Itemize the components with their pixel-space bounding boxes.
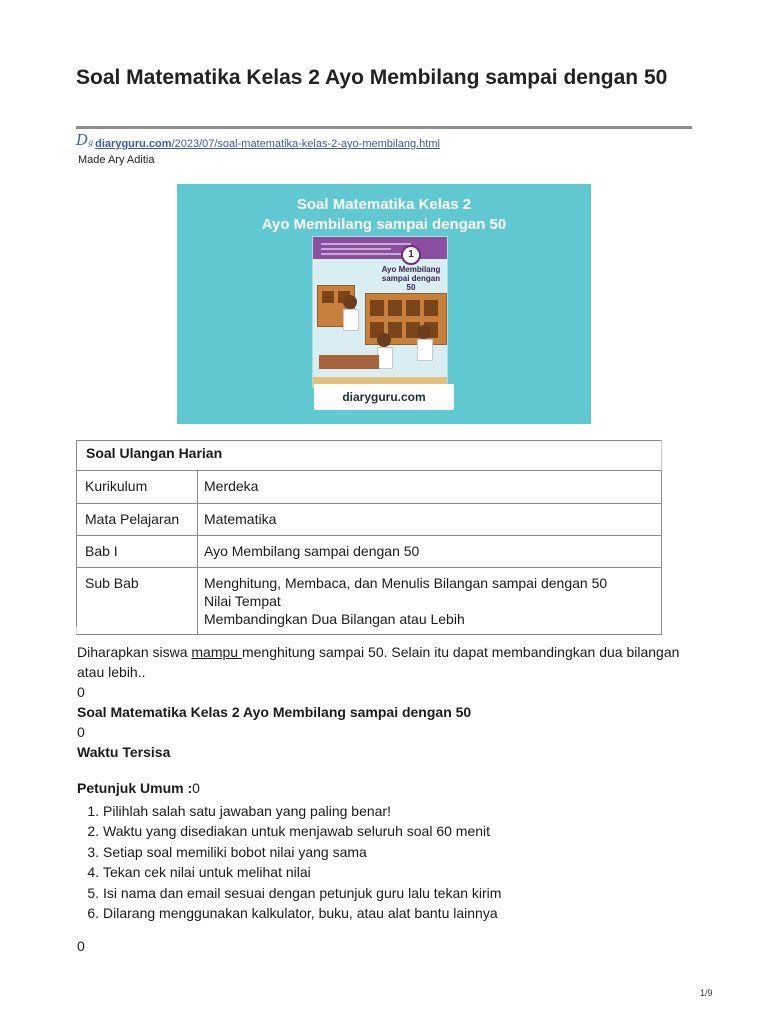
list-item: 4. Tekan cek nilai untuk melihat nilai (87, 864, 311, 881)
page-indicator: 1/9 (700, 988, 713, 998)
book-chapter-number: 1 (401, 245, 421, 265)
intro-paragraph: Diharapkan siswa mampu menghitung sampai 50. Selain itu dapat membandingkan dua bilangan atau lebih.. (77, 644, 680, 680)
textbook-cover (312, 236, 448, 388)
site-logo-icon: Dg (76, 131, 94, 149)
list-item: 3. Setiap soal memiliki bobot nilai yang sama (87, 843, 367, 860)
hero-title-line2: Ayo Membilang sampai dengan 50 (261, 216, 507, 233)
info-table (76, 440, 662, 635)
counter: 0 (77, 724, 85, 740)
source-link[interactable]: diaryguru.com/2023/07/soal-matematika-kelas-2-ayo-membilang.html (95, 138, 440, 150)
table-row: Kurikulum Merdeka (76, 471, 662, 504)
counter: 0 (77, 684, 85, 700)
hero-title-line1: Soal Matematika Kelas 2 (296, 196, 472, 213)
table-row: Mata Pelajaran Matematika (76, 504, 662, 536)
student-illustration (343, 295, 357, 309)
hero-brand-label: diaryguru.com (314, 384, 454, 410)
timer-label: Waktu Tersisa (77, 744, 171, 760)
instructions-list (77, 801, 501, 923)
underlined-word: mampu (191, 644, 242, 660)
book-cover-title: Ayo Membilang sampai dengan 50 (381, 265, 441, 292)
instructions-heading: Petunjuk Umum :0 (77, 780, 200, 796)
list-item: 6. Dilarang menggunakan kalkulator, buku, atau alat bantu lainnya (87, 904, 498, 921)
article-title: Soal Matematika Kelas 2 Ayo Membilang sampai dengan 50 (76, 66, 668, 89)
source-line (76, 133, 440, 150)
title-divider (76, 126, 692, 129)
list-item: 5. Isi nama dan email sesuai dengan petunjuk guru lalu tekan kirim (87, 884, 502, 901)
list-item: 2. Waktu yang disediakan untuk menjawab seluruh soal 60 menit (87, 823, 491, 840)
list-item: 1. Pilihlah salah satu jawaban yang paling benar! (87, 803, 391, 819)
desk-illustration (319, 355, 379, 369)
hero-image (177, 184, 591, 424)
quiz-title: Soal Matematika Kelas 2 Ayo Membilang sampai dengan 50 (77, 704, 472, 720)
counter: 0 (77, 938, 85, 954)
table-row: Bab I Ayo Membilang sampai dengan 50 (76, 536, 662, 568)
author-name: Made Ary Aditia (78, 154, 155, 166)
table-header: Soal Ulangan Harian (76, 440, 662, 471)
table-row: Sub Bab Menghitung, Membaca, dan Menulis Bilangan sampai dengan 50 Nilai Tempat Membandingkan Dua Bilangan atau Lebih (76, 568, 662, 635)
